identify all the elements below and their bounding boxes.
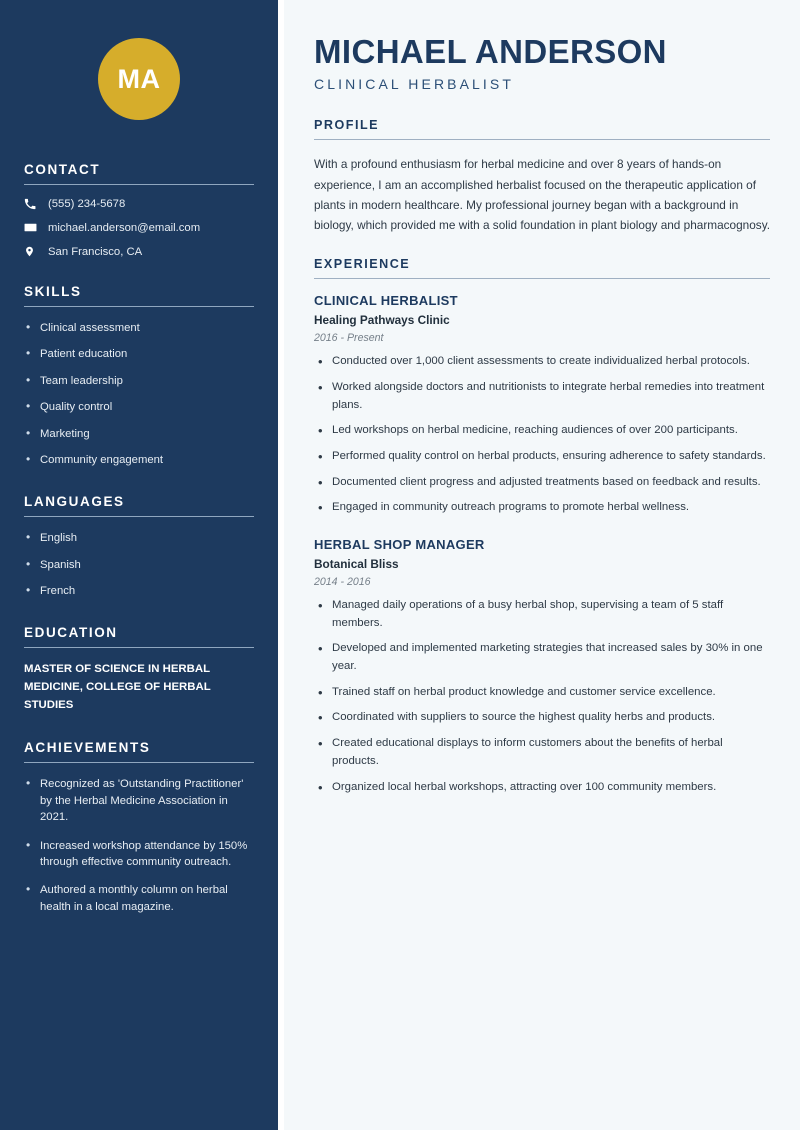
experience-bullets xyxy=(314,353,770,517)
achievements-heading: ACHIEVEMENTS xyxy=(24,740,151,756)
profile-heading: PROFILE xyxy=(314,118,380,133)
list-item: • Increased workshop attendance by 150% through effective community outreach. xyxy=(24,838,254,871)
page-title: MICHAEL ANDERSON xyxy=(314,33,667,70)
list-item: • Engaged in community outreach programs to promote herbal wellness. xyxy=(314,499,770,517)
skills-divider xyxy=(24,306,254,307)
contact-row-phone[interactable] xyxy=(24,198,254,210)
avatar-container xyxy=(24,0,254,162)
list-item: • Patient education xyxy=(24,346,254,362)
list-item: • Marketing xyxy=(24,426,254,442)
experience-dates: 2016 - Present xyxy=(314,332,384,345)
main-content xyxy=(284,0,800,1130)
languages-heading: LANGUAGES xyxy=(24,494,125,510)
achievements-section xyxy=(24,740,254,915)
contact-row-location[interactable] xyxy=(24,245,254,258)
list-item: • Authored a monthly column on herbal health in a local magazine. xyxy=(24,882,254,915)
languages-list xyxy=(24,530,254,599)
list-item: • Trained staff on herbal product knowledge and customer service excellence. xyxy=(314,684,770,702)
list-item: • Worked alongside doctors and nutritionists to integrate herbal remedies into treatment plans. xyxy=(314,379,770,414)
list-item: • Organized local herbal workshops, attracting over 100 community members. xyxy=(314,779,770,797)
experience-company: Healing Pathways Clinic xyxy=(314,313,450,328)
contact-location-value: San Francisco, CA xyxy=(48,245,143,258)
avatar: MA xyxy=(98,38,180,120)
experience-heading: EXPERIENCE xyxy=(314,257,411,272)
list-item: • Quality control xyxy=(24,399,254,415)
achievements-divider xyxy=(24,762,254,763)
contact-section xyxy=(24,162,254,258)
education-heading: EDUCATION xyxy=(24,625,118,641)
education-entry: MASTER OF SCIENCE IN HERBAL MEDICINE, COLLEGE OF HERBAL STUDIES xyxy=(24,663,211,711)
experience-bullets xyxy=(314,597,770,796)
profile-text: With a profound enthusiasm for herbal medicine and over 8 years of hands-on experience, I am an accomplished herbalist focused on the therapeutic application of plants in modern healthcare. My professional journey began with a background in biology, which provided me with a solid foundation in plant biology and pharmacognosy. xyxy=(314,157,770,233)
list-item: • Community engagement xyxy=(24,452,254,468)
phone-icon xyxy=(24,198,41,210)
experience-company: Botanical Bliss xyxy=(314,557,399,572)
email-icon xyxy=(24,221,41,234)
education-divider xyxy=(24,647,254,648)
achievements-list xyxy=(24,776,254,915)
experience-dates: 2014 - 2016 xyxy=(314,576,371,589)
location-pin-icon xyxy=(24,245,41,258)
list-item: • Managed daily operations of a busy herbal shop, supervising a team of 5 staff members. xyxy=(314,597,770,632)
list-item: • Team leadership xyxy=(24,373,254,389)
list-item: • Recognized as 'Outstanding Practitioner' by the Herbal Medicine Association in 2021. xyxy=(24,776,254,825)
experience-entry xyxy=(314,537,770,796)
experience-role: CLINICAL HERBALIST xyxy=(314,293,458,309)
profile-divider xyxy=(314,139,770,140)
list-item: • Created educational displays to inform customers about the benefits of herbal products. xyxy=(314,735,770,770)
experience-section xyxy=(314,257,770,796)
list-item: • Led workshops on herbal medicine, reaching audiences of over 200 participants. xyxy=(314,422,770,440)
skills-section xyxy=(24,284,254,468)
contact-email-value: michael.anderson@email.com xyxy=(48,221,201,234)
skills-heading: SKILLS xyxy=(24,284,82,299)
list-item: • Performed quality control on herbal products, ensuring adherence to safety standards. xyxy=(314,448,770,466)
list-item: • Coordinated with suppliers to source the highest quality herbs and products. xyxy=(314,709,770,727)
experience-divider xyxy=(314,278,770,279)
contact-heading: CONTACT xyxy=(24,162,101,177)
skills-list xyxy=(24,320,254,468)
list-item: • Documented client progress and adjusted treatments based on feedback and results. xyxy=(314,474,770,492)
experience-role: HERBAL SHOP MANAGER xyxy=(314,537,485,553)
education-section xyxy=(24,625,254,714)
list-item: • Developed and implemented marketing strategies that increased sales by 30% in one year. xyxy=(314,640,770,675)
profile-section xyxy=(314,118,770,235)
list-item: • Spanish xyxy=(24,557,254,573)
languages-section xyxy=(24,494,254,599)
list-item: • Conducted over 1,000 client assessments to create individualized herbal protocols. xyxy=(314,353,770,371)
contact-phone-value: (555) 234-5678 xyxy=(48,198,126,210)
list-item: • French xyxy=(24,583,254,599)
contact-row-email[interactable] xyxy=(24,221,254,234)
contact-divider xyxy=(24,184,254,185)
experience-entry xyxy=(314,293,770,517)
list-item: • Clinical assessment xyxy=(24,320,254,336)
sidebar xyxy=(0,0,278,1130)
professional-title: CLINICAL HERBALIST xyxy=(314,76,514,93)
list-item: • English xyxy=(24,530,254,546)
languages-divider xyxy=(24,516,254,517)
